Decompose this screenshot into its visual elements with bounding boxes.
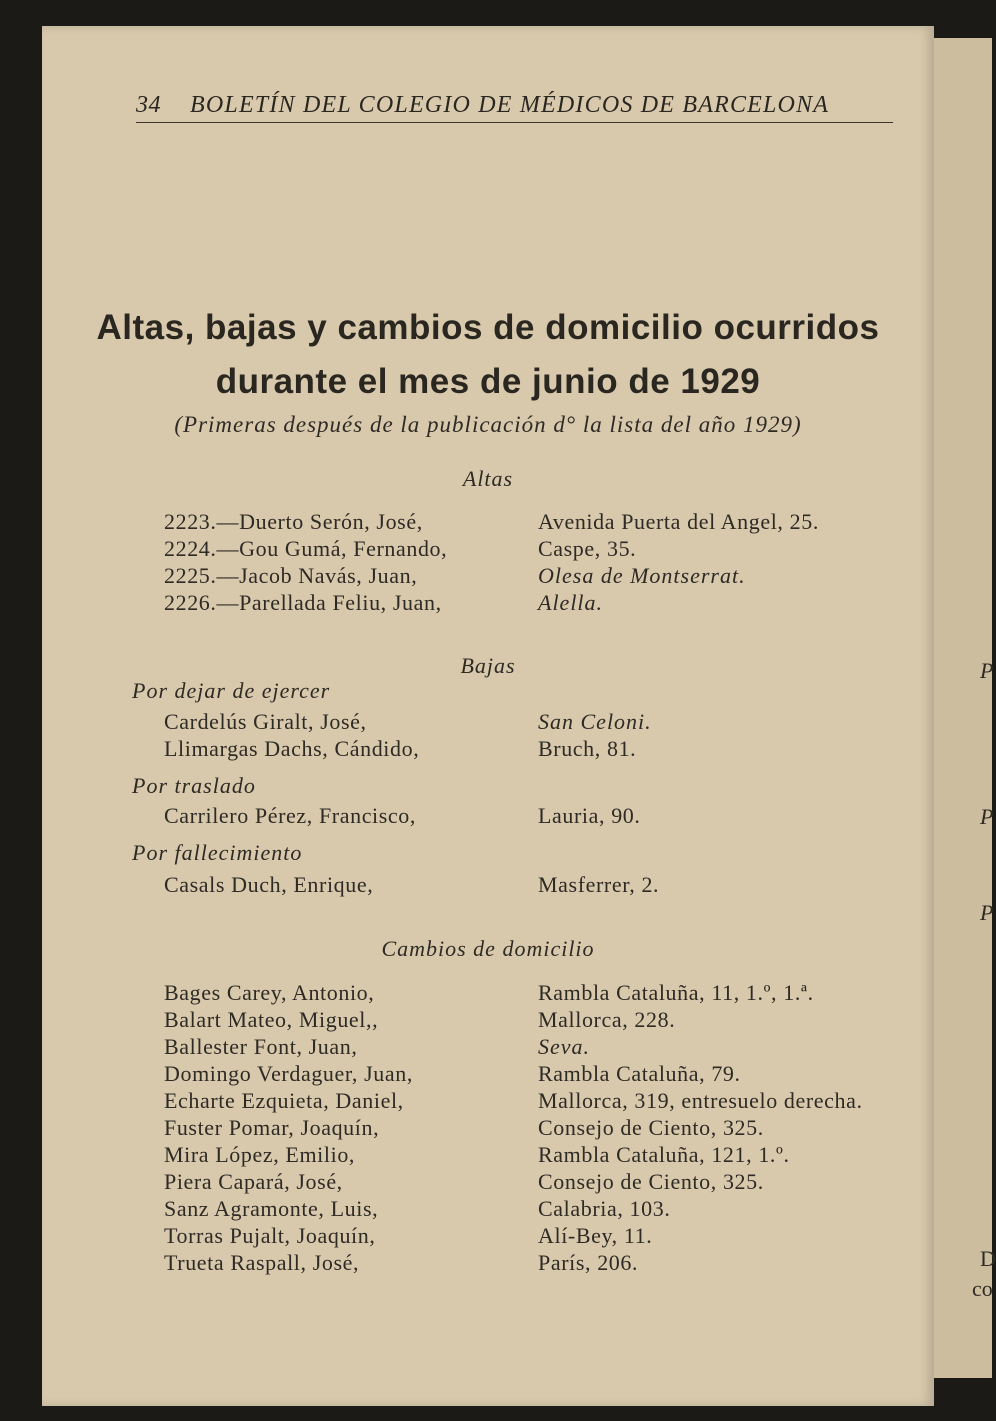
member-name: Piera Capará, José,	[164, 1169, 343, 1194]
table-row	[42, 709, 934, 736]
member-name: Echarte Ezquieta, Daniel,	[164, 1088, 404, 1113]
member-address: Bruch, 81.	[538, 736, 637, 761]
table-row	[42, 563, 934, 590]
table-row	[42, 736, 934, 763]
member-name: Bages Carey, Antonio,	[164, 980, 375, 1005]
table-row	[42, 872, 934, 899]
table-row	[42, 1115, 934, 1142]
member-name: Ballester Font, Juan,	[164, 1034, 358, 1059]
table-row	[42, 980, 934, 1007]
table-row	[42, 1061, 934, 1088]
member-address: Rambla Cataluña, 121, 1.º.	[538, 1142, 790, 1167]
member-address: Caspe, 35.	[538, 536, 637, 561]
adjacent-page-edge	[934, 38, 996, 1378]
table-row	[42, 509, 934, 536]
member-name: Torras Pujalt, Joaquín,	[164, 1223, 376, 1248]
member-name: Balart Mateo, Miguel,,	[164, 1007, 379, 1032]
category-label: Por dejar de ejercer	[132, 678, 331, 703]
running-header	[136, 88, 893, 123]
member-address: París, 206.	[538, 1250, 639, 1275]
member-name: Casals Duch, Enrique,	[164, 872, 374, 897]
member-address: Lauria, 90.	[538, 803, 641, 828]
table-row	[42, 1088, 934, 1115]
document-page	[42, 26, 934, 1406]
member-address: Masferrer, 2.	[538, 872, 660, 897]
main-title-line-1: Altas, bajas y cambios de domicilio ocurridos	[96, 308, 880, 347]
member-address: Rambla Cataluña, 79.	[538, 1061, 741, 1086]
page-number: 34	[136, 92, 161, 118]
table-row	[42, 803, 934, 830]
member-address: Consejo de Ciento, 325.	[538, 1115, 764, 1140]
section-heading-bajas: Bajas	[460, 653, 516, 678]
member-address: Olesa de Montserrat.	[538, 563, 746, 588]
table-row	[42, 1169, 934, 1196]
member-name: Cardelús Giralt, José,	[164, 709, 367, 734]
member-address: San Celoni.	[538, 709, 652, 734]
adjacent-page-fragment: P	[980, 658, 994, 683]
member-address: Seva.	[538, 1034, 591, 1059]
table-row	[42, 590, 934, 617]
table-row	[42, 1142, 934, 1169]
member-name: 2226.—Parellada Feliu, Juan,	[164, 590, 442, 615]
member-name: Carrilero Pérez, Francisco,	[164, 803, 416, 828]
member-address: Alí-Bey, 11.	[538, 1223, 653, 1248]
adjacent-page-fragment: co	[972, 1276, 993, 1301]
table-row	[42, 536, 934, 563]
adjacent-page-fragment: P	[980, 804, 994, 829]
member-name: Sanz Agramonte, Luis,	[164, 1196, 379, 1221]
subtitle: (Primeras después de la publicación d° la lista del año 1929)	[174, 412, 802, 437]
table-row	[42, 1034, 934, 1061]
section-heading-altas: Altas	[462, 466, 514, 491]
main-title-line-2: durante el mes de junio de 1929	[215, 362, 761, 401]
section-heading-cambios: Cambios de domicilio	[381, 936, 595, 961]
member-address: Alella.	[538, 590, 604, 615]
member-name: 2224.—Gou Gumá, Fernando,	[164, 536, 448, 561]
member-name: Domingo Verdaguer, Juan,	[164, 1061, 413, 1086]
category-label: Por fallecimiento	[132, 840, 303, 865]
table-row	[42, 1250, 934, 1277]
member-address: Consejo de Ciento, 325.	[538, 1169, 764, 1194]
adjacent-page-fragment: D	[980, 1246, 996, 1271]
member-address: Calabria, 103.	[538, 1196, 671, 1221]
member-address: Mallorca, 228.	[538, 1007, 676, 1032]
running-title: BOLETÍN DEL COLEGIO DE MÉDICOS DE BARCELONA	[190, 92, 830, 118]
member-address: Mallorca, 319, entresuelo derecha.	[538, 1088, 863, 1113]
member-name: Fuster Pomar, Joaquín,	[164, 1115, 380, 1140]
table-row	[42, 1223, 934, 1250]
table-row	[42, 1007, 934, 1034]
adjacent-page-fragment: P	[980, 900, 994, 925]
table-row	[42, 1196, 934, 1223]
member-name: Llimargas Dachs, Cándido,	[164, 736, 420, 761]
member-address: Avenida Puerta del Angel, 25.	[538, 509, 819, 534]
member-name: Mira López, Emilio,	[164, 1142, 356, 1167]
member-address: Rambla Cataluña, 11, 1.º, 1.ª.	[538, 980, 814, 1005]
member-name: 2223.—Duerto Serón, José,	[164, 509, 423, 534]
member-name: 2225.—Jacob Navás, Juan,	[164, 563, 418, 588]
category-label: Por traslado	[132, 773, 256, 798]
member-name: Trueta Raspall, José,	[164, 1250, 360, 1275]
